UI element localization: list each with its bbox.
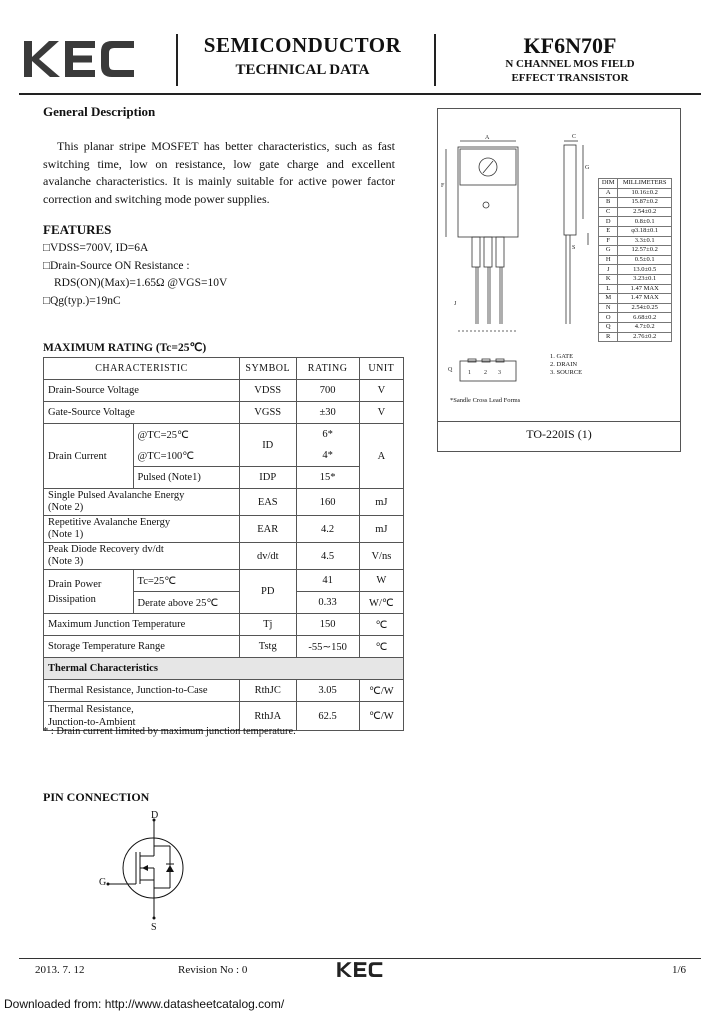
pin-legend-item: 3. SOURCE	[550, 369, 583, 376]
row-unit: mJ	[359, 489, 403, 516]
table-row	[44, 543, 404, 570]
dimension-row	[599, 303, 672, 313]
dimension-row	[599, 284, 672, 294]
row-label-line: Dissipation	[48, 593, 96, 605]
row-value: 0.33	[296, 592, 359, 614]
svg-text:G: G	[585, 165, 590, 171]
source-label: S	[151, 922, 157, 933]
dim-value: 13.0±0.5	[618, 265, 672, 275]
row-unit: ℃	[359, 614, 403, 636]
col-rating: RATING	[296, 358, 359, 380]
row-label: Drain Current	[44, 424, 134, 489]
dim-value: 15.87±0.2	[618, 198, 672, 208]
row-label	[44, 489, 240, 516]
dimension-row	[599, 236, 672, 246]
col-characteristic: CHARACTERISTIC	[44, 358, 240, 380]
row-label: Thermal Resistance, Junction-to-Case	[44, 680, 240, 702]
dim-letter: L	[599, 284, 618, 294]
row-label-line: (Note 3)	[48, 556, 84, 567]
table-row	[44, 636, 404, 658]
dim-letter: R	[599, 332, 618, 342]
row-value: 62.5	[296, 702, 359, 731]
table-footnote: * : Drain current limited by maximum junction temperature.	[43, 726, 296, 737]
dimension-table	[598, 178, 672, 342]
row-symbol: Tstg	[239, 636, 296, 658]
row-symbol: Tj	[239, 614, 296, 636]
header-divider-2	[434, 34, 436, 86]
dim-letter: B	[599, 198, 618, 208]
feature-item: □Qg(typ.)=19nC	[43, 294, 121, 307]
download-link[interactable]: Downloaded from: http://www.datasheetcatalog.com/	[4, 997, 285, 1011]
dim-letter: F	[599, 236, 618, 246]
dim-value: 1.47 MAX	[618, 284, 672, 294]
kec-logo	[22, 38, 137, 87]
row-label: Storage Temperature Range	[44, 636, 240, 658]
row-value: 700	[296, 380, 359, 402]
row-unit: ℃	[359, 636, 403, 658]
row-unit: ℃/W	[359, 680, 403, 702]
thermal-heading: Thermal Characteristics	[44, 658, 404, 680]
row-value: 4*	[296, 445, 359, 467]
row-label: Drain-Source Voltage	[44, 380, 240, 402]
row-symbol: RthJC	[239, 680, 296, 702]
row-condition: Derate above 25℃	[133, 592, 239, 614]
row-label-line: Drain Power	[48, 578, 102, 590]
pin-legend-item: 2. DRAIN	[550, 361, 578, 368]
svg-text:Q: Q	[448, 367, 453, 373]
dim-letter: D	[599, 217, 618, 227]
general-text: This planar stripe MOSFET has better characteristics, such as fast switching time, low on resistance, low gate charge and excellent avalanche characteristics. It is mainly suitable for active power factor correction and switching mode power supplies.	[43, 139, 395, 206]
dim-value: 4.7±0.2	[618, 322, 672, 332]
row-symbol: VDSS	[239, 380, 296, 402]
row-value: 41	[296, 570, 359, 592]
row-symbol: EAR	[239, 516, 296, 543]
dimension-row	[599, 274, 672, 284]
row-label: Gate-Source Voltage	[44, 402, 240, 424]
row-label	[44, 570, 134, 614]
part-number: KF6N70F	[523, 33, 617, 58]
row-label-line: Repetitive Avalanche Energy	[48, 517, 171, 528]
svg-text:3: 3	[498, 370, 501, 376]
row-value: 4.5	[296, 543, 359, 570]
rating-table	[43, 357, 404, 731]
dimension-header-row	[599, 179, 672, 189]
footer-rule	[19, 958, 701, 959]
row-symbol: PD	[239, 570, 296, 614]
row-symbol: EAS	[239, 489, 296, 516]
table-header-row	[44, 358, 404, 380]
dimension-row	[599, 255, 672, 265]
dim-value: 12.57±0.2	[618, 246, 672, 256]
header-divider	[176, 34, 178, 86]
row-condition: @TC=25℃	[133, 424, 239, 446]
feature-text: VDSS=700V, ID=6A	[49, 242, 149, 254]
svg-text:F: F	[441, 183, 445, 189]
dimension-row	[599, 322, 672, 332]
footer-date: 2013. 7. 12	[35, 964, 85, 976]
dim-col-header: DIM	[599, 179, 618, 189]
pin-legend-item: 1. GATE	[550, 353, 574, 360]
svg-text:2: 2	[484, 370, 487, 376]
feature-item: □VDSS=700V, ID=6A	[43, 242, 149, 254]
header-title: SEMICONDUCTOR	[203, 33, 402, 57]
row-condition: Pulsed (Note1)	[133, 467, 239, 489]
svg-text:C: C	[572, 134, 577, 140]
row-value: -55∼150	[296, 636, 359, 658]
table-row	[44, 489, 404, 516]
row-label-line: Thermal Resistance,	[48, 704, 134, 715]
row-symbol: VGSS	[239, 402, 296, 424]
row-symbol: IDP	[239, 467, 296, 489]
row-label: Maximum Junction Temperature	[44, 614, 240, 636]
feature-item: □Drain-Source ON Resistance :	[43, 259, 190, 272]
row-value: 15*	[296, 467, 359, 489]
dim-letter: E	[599, 226, 618, 236]
row-symbol: dv/dt	[239, 543, 296, 570]
dimension-row	[599, 217, 672, 227]
dim-value: 10.16±0.2	[618, 188, 672, 198]
row-unit: V	[359, 402, 403, 424]
row-label-line: Single Pulsed Avalanche Energy	[48, 490, 185, 501]
svg-text:1: 1	[468, 370, 471, 376]
dim-letter: M	[599, 294, 618, 304]
dimension-row	[599, 294, 672, 304]
dim-letter: C	[599, 207, 618, 217]
row-label-line: Peak Diode Recovery dv/dt	[48, 544, 164, 555]
dim-value: φ3.18±0.1	[618, 226, 672, 236]
table-row	[44, 380, 404, 402]
drain-label: D	[151, 810, 159, 821]
svg-text:A: A	[485, 135, 490, 141]
row-label-line: (Note 1)	[48, 529, 84, 540]
dim-value: 3.3±0.1	[618, 236, 672, 246]
row-label	[44, 516, 240, 543]
gate-label: G	[99, 877, 107, 888]
part-description	[445, 57, 695, 85]
dim-letter: H	[599, 255, 618, 265]
row-unit: V	[359, 380, 403, 402]
part-desc-line-1: N CHANNEL MOS FIELD	[505, 58, 635, 70]
features-list	[43, 240, 227, 310]
table-row	[44, 614, 404, 636]
svg-text:J: J	[454, 301, 457, 307]
row-label-line: (Note 2)	[48, 502, 84, 513]
mosfet-symbol	[90, 808, 200, 943]
rating-heading: MAXIMUM RATING (Tc=25℃)	[43, 342, 207, 354]
row-condition: Tc=25℃	[133, 570, 239, 592]
table-row	[44, 424, 404, 446]
dim-value: 0.8±0.1	[618, 217, 672, 227]
feature-text: Qg(typ.)=19nC	[49, 294, 121, 307]
table-row	[44, 680, 404, 702]
dimension-row	[599, 265, 672, 275]
header-subtitle: TECHNICAL DATA	[235, 62, 370, 78]
svg-text:S: S	[572, 245, 576, 251]
dim-letter: O	[599, 313, 618, 323]
dim-value: 2.76±0.2	[618, 332, 672, 342]
dimension-row	[599, 332, 672, 342]
feature-text: RDS(ON)(Max)=1.65Ω @VGS=10V	[54, 277, 228, 289]
dim-value: 3.23±0.1	[618, 274, 672, 284]
dim-value: 2.54±0.2	[618, 207, 672, 217]
row-value: 3.05	[296, 680, 359, 702]
row-unit: ℃/W	[359, 702, 403, 731]
row-unit: A	[359, 424, 403, 489]
dim-letter: A	[599, 188, 618, 198]
dim-col-header: MILLIMETERS	[618, 179, 672, 189]
row-symbol: ID	[239, 424, 296, 467]
dimension-row	[599, 313, 672, 323]
dim-value: 6.68±0.2	[618, 313, 672, 323]
footer-page: 1/6	[672, 964, 687, 976]
package-name: TO-220IS (1)	[526, 427, 592, 441]
dim-value: 0.5±0.1	[618, 255, 672, 265]
part-desc-line-2: EFFECT TRANSISTOR	[511, 72, 629, 84]
row-condition: @TC=100℃	[133, 445, 239, 467]
table-row	[44, 402, 404, 424]
row-label	[44, 543, 240, 570]
dimension-row	[599, 188, 672, 198]
dim-value: 2.54±0.25	[618, 303, 672, 313]
footer-logo	[332, 961, 388, 984]
row-unit: mJ	[359, 516, 403, 543]
table-section-row	[44, 658, 404, 680]
features-heading: FEATURES	[43, 222, 112, 237]
dim-letter: Q	[599, 322, 618, 332]
package-note: *Sandle Cross Lead Forms	[450, 397, 521, 404]
row-label-line: Junction-to-Ambient	[48, 717, 136, 728]
feature-text: Drain-Source ON Resistance :	[49, 259, 190, 272]
pin-connection-heading: PIN CONNECTION	[43, 790, 150, 804]
row-value: 160	[296, 489, 359, 516]
dimension-row	[599, 207, 672, 217]
feature-item	[43, 275, 227, 293]
dim-letter: J	[599, 265, 618, 275]
dim-letter: K	[599, 274, 618, 284]
col-unit: UNIT	[359, 358, 403, 380]
row-value: ±30	[296, 402, 359, 424]
dimension-row	[599, 198, 672, 208]
row-symbol: RthJA	[239, 702, 296, 731]
row-value: 150	[296, 614, 359, 636]
row-unit: W	[359, 570, 403, 592]
dimension-row	[599, 226, 672, 236]
row-unit: V/ns	[359, 543, 403, 570]
row-unit: W/℃	[359, 592, 403, 614]
general-heading: General Description	[43, 104, 156, 119]
row-value: 4.2	[296, 516, 359, 543]
footer-revision: Revision No : 0	[178, 964, 248, 976]
table-row	[44, 516, 404, 543]
dimension-row	[599, 246, 672, 256]
dim-value: 1.47 MAX	[618, 294, 672, 304]
col-symbol: SYMBOL	[239, 358, 296, 380]
header-rule	[19, 93, 701, 95]
dim-letter: N	[599, 303, 618, 313]
row-value: 6*	[296, 424, 359, 446]
package-divider	[438, 421, 680, 422]
table-row	[44, 570, 404, 592]
dim-letter: G	[599, 246, 618, 256]
